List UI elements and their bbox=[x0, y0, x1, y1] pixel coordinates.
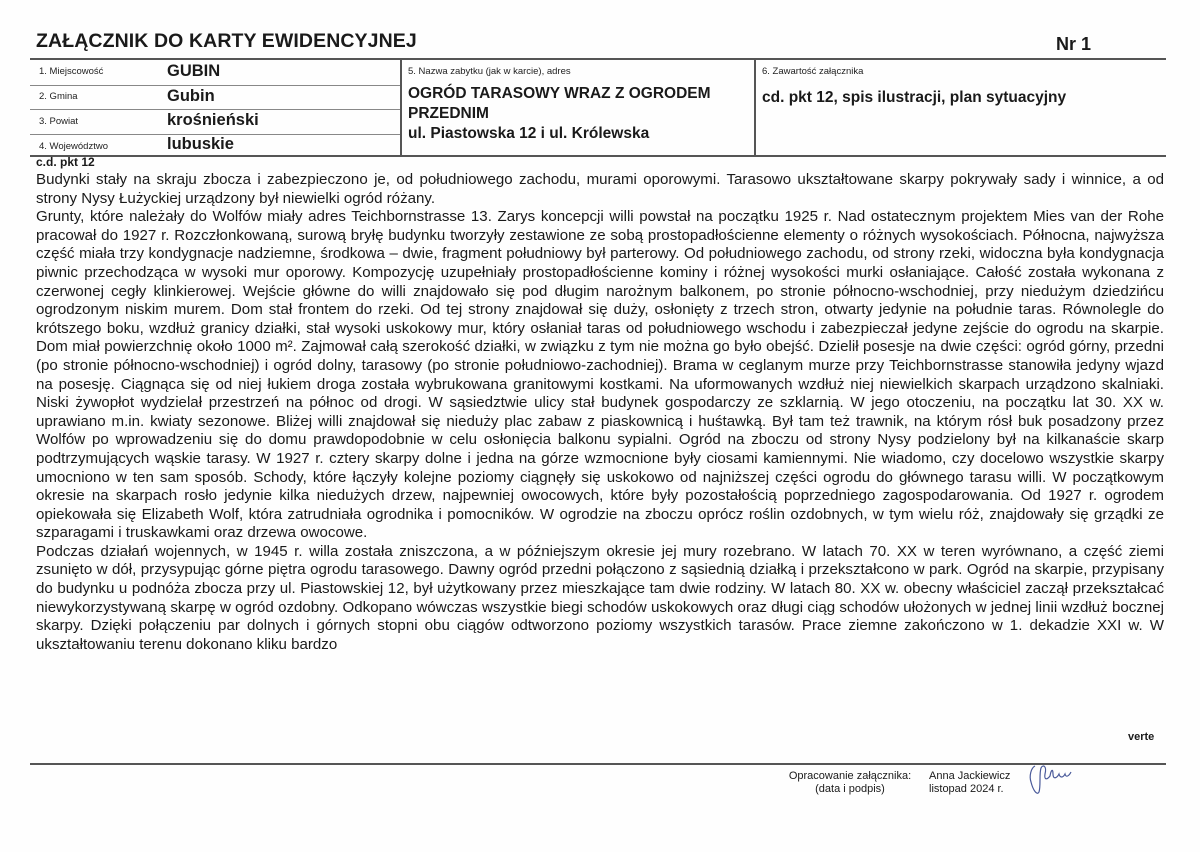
field-label-miejscowosc: 1. Miejscowość bbox=[39, 66, 104, 77]
monument-name-line1: OGRÓD TARASOWY WRAZ Z OGRODEM bbox=[408, 85, 711, 102]
field-label-wojewodztwo: 4. Województwo bbox=[39, 141, 108, 152]
body-text bbox=[36, 171, 1164, 654]
divider bbox=[754, 59, 756, 156]
monument-label: 5. Nazwa zabytku (jak w karcie), adres bbox=[408, 66, 571, 77]
footer-label-line2: (data i podpis) bbox=[815, 783, 885, 795]
field-value-wojewodztwo: lubuskie bbox=[167, 135, 234, 153]
field-label-gmina: 2. Gmina bbox=[39, 91, 78, 102]
signature-icon bbox=[1025, 762, 1075, 800]
divider bbox=[400, 59, 402, 156]
paragraph: Grunty, które należały do Wolfów miały adres Teichbornstrasse 13. Zarys koncepcji willi powstał na początku 1925 r. Nad ostatecznym projektem Mies van der Rohe pracował do 1927 r. Rozczłonkowaną, surową bryłę budynku tworzyły zestawione ze sobą prostopadłościenne elementy o różnych wysokościach. Północna, najwyższa część miała trzy kondygnacje nadziemne, środkowa – dwie, fragment południowy był parterowy. Od południowego zachodu, od strony rzeki, widoczna była kondygnacja piwnic przechodząca w wysoki mur oporowy. Kompozycję uzupełniały prostopadłościenne kominy i różnej wysokości murki osłaniające. Całość została wykonana z czerwonej cegły klinkierowej. Wejście główne do willi znajdowało się pod długim narożnym balkonem, po stronie północno-wschodniej, przy niedużym dziedzińcu ogrodzonym niskim murem. Dom stał frontem do rzeki. Od tej strony znajdował się duży, osłonięty z trzech stron, otwarty jedynie na południe taras. Równolegle do krótszego boku, wzdłuż granicy działki, stał wysoki uskokowy mur, który osłaniał taras od południowego wschodu i zabezpieczał jedyne zejście do ogrodu na skarpie. Dom miał powierzchnię około 1000 m². Zajmował całą szerokość działki, w związku z tym nie można go było obejść. Dzielił posesje na dwie części: ogród górny, przedni (po stronie północno-wschodniej) i ogród dolny, tarasowy (po stronie południowo-zachodniej). Brama w ceglanym murze przy Teichbornstrasse stanowiła jedyny wjazd na posesję. Ciągnąca się od niej łukiem droga została wybrukowana granitowymi kostkami. Na uformowanych wzdłuż niej niewielkich skarpach urządzono skalniaki. Niski żywopłot wydzielał przestrzeń na północ od drogi. W sąsiedztwie ulicy stał budynek gospodarczy ze szklarnią. W jego otoczeniu, na początku lat 30. XX w. uprawiano m.in. kwiaty sezonowe. Bliżej willi znajdował się nieduży plac zabaw z piaskownicą i huśtawką. Był tam też trawnik, na którym rósł buk posadzony przez Wolfów po wprowadzeniu się do domu prawdopodobnie w celu osłonięcia balkonu sypialni. Ogród na zboczu od strony Nysy podzielony był na kilkanaście skarp podtrzymujących wąskie tarasy. W 1927 r. cztery skarpy dolne i jedna na górze wzmocnione były ciosami kamiennymi. Nie wiadomo, czy docelowo wszystkie skarpy umocniono w ten sam sposób. Schody, które łączyły kolejne poziomy ciągnęły się uskokowo od najniższej części ogrodu do głównego tarasu willi. W początkowym okresie na skarpach rosło jedynie kilka niedużych drzew, najpewniej owocowych, które były pozostałością poprzedniego zagospodarowania. Od 1927 r. ogrodem opiekowała się Elizabeth Wolf, która zatrudniała ogrodnika i pomocników. W ogrodzie na zboczu oprócz roślin ozdobnych, w tym wielu róż, znajdowały się grządki ze szparagami i truskawkami oraz drzewa owocowe. bbox=[36, 208, 1164, 542]
field-value-powiat: krośnieński bbox=[167, 111, 259, 129]
footer-label bbox=[785, 770, 915, 796]
document-title: ZAŁĄCZNIK DO KARTY EWIDENCYJNEJ bbox=[36, 30, 417, 52]
monument-name-line2: PRZEDNIM bbox=[408, 105, 489, 122]
footer-date: listopad 2024 r. bbox=[929, 783, 1004, 795]
paragraph: Budynki stały na skraju zbocza i zabezpieczono je, od południowego zachodu, murami oporowymi. Tarasowo ukształtowane skarpy pokrywały sady i winnice, a od strony Nysy Łużyckiej urządzony był niewielki ogród różany. bbox=[36, 171, 1164, 207]
footer-divider bbox=[30, 763, 1166, 765]
field-label-powiat: 3. Powiat bbox=[39, 116, 79, 127]
divider bbox=[30, 58, 1166, 60]
paragraph: Podczas działań wojennych, w 1945 r. willa została zniszczona, a w późniejszym okresie jej mury rozebrano. W latach 70. XX w teren wyrównano, a część ziemi zsunięto w dół, przysypując górne piętra ogrodu tarasowego. Dawny ogród przedni połączono z sąsiednią działką i przekształcono w park. Ogród na skarpie, przypisany do budynku u podnóża zbocza przy ul. Piastowskiej 12, był użytkowany przez mieszkające tam dwie rodziny. W latach 80. XX w. obecny właściciel zaczął przekształcać niewykorzystywaną skarpę w ogród ozdobny. Odkopano wówczas wszystkie biegi schodów uskokowych oraz długi ciąg schodów ułożonych w jednej linii wzdłuż bocznej skarpy. Dzięki połączeniu par dolnych i górnych stopni obu ciągów odtworzono poziomy wszystkich tarasów. Prace ziemne zakończono w 1. dekadzie XXI w. W ukształtowaniu terenu dokonano kliku bardzo bbox=[36, 542, 1164, 653]
verte-note: verte bbox=[1128, 731, 1155, 743]
section-label: c.d. pkt 12 bbox=[36, 155, 95, 169]
divider bbox=[30, 155, 1166, 157]
field-value-miejscowosc: GUBIN bbox=[167, 62, 221, 80]
footer-author-block bbox=[929, 770, 1010, 796]
monument-address: ul. Piastowska 12 i ul. Królewska bbox=[408, 125, 650, 142]
divider bbox=[30, 109, 400, 110]
attachment-number: Nr 1 bbox=[1056, 34, 1092, 54]
footer-author: Anna Jackiewicz bbox=[929, 770, 1011, 782]
contents-label: 6. Zawartość załącznika bbox=[762, 66, 864, 77]
divider bbox=[30, 85, 400, 86]
contents-value: cd. pkt 12, spis ilustracji, plan sytuacyjny bbox=[762, 89, 1067, 106]
field-value-gmina: Gubin bbox=[167, 87, 215, 105]
footer-label-line1: Opracowanie załącznika: bbox=[788, 770, 912, 782]
